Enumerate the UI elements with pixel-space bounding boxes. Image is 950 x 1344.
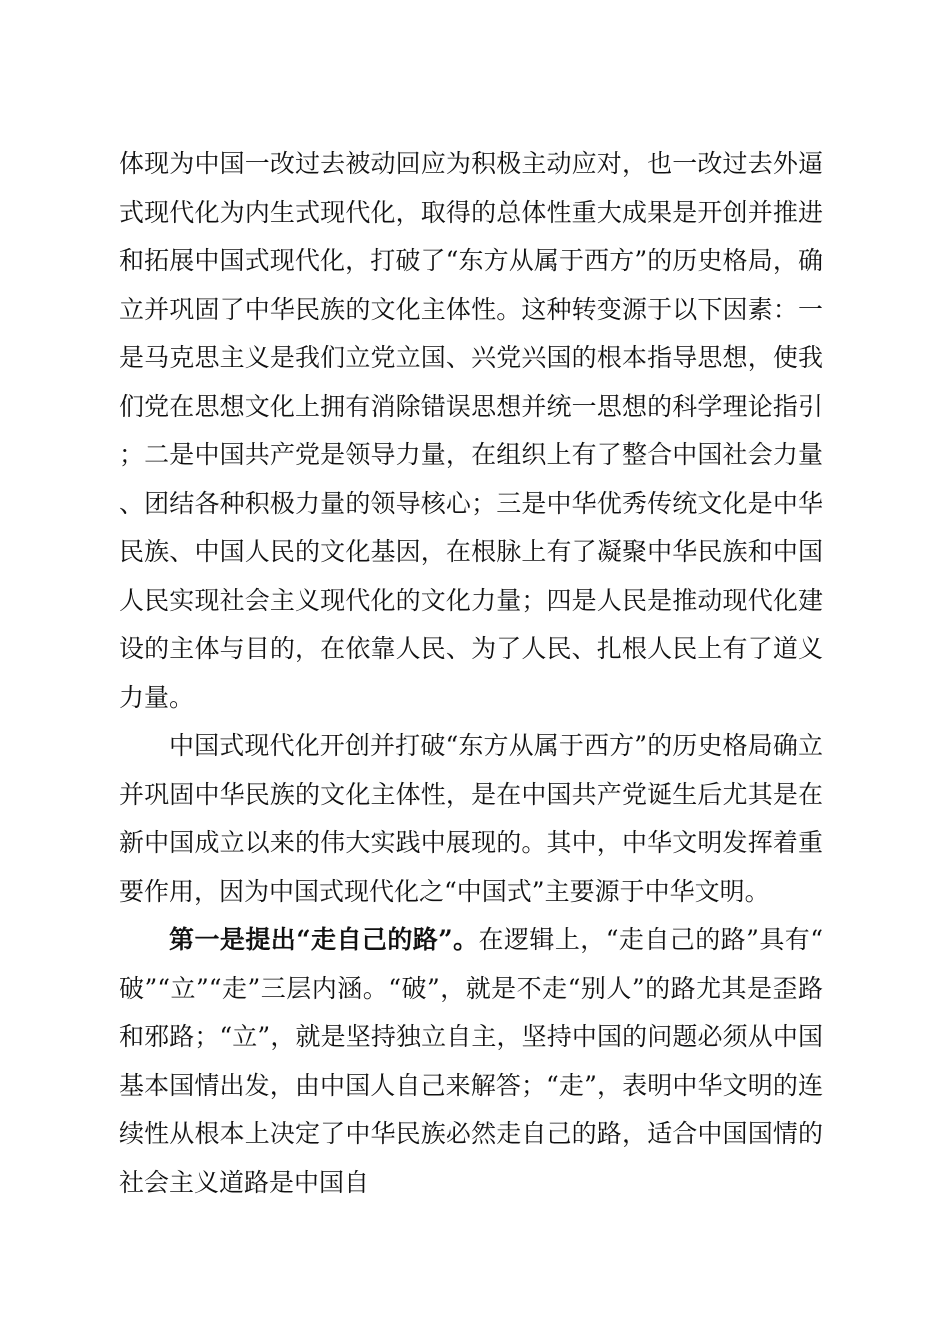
paragraph-3-lead: 第一是提出“走自己的路”。	[169, 925, 479, 954]
paragraph-2-text: 中国式现代化开创并打破“东方从属于西方”的历史格局确立并巩固中华民族的文化主体性，是在中国共产党诞生后尤其是在新中国成立以来的伟大实践中展现的。其中，中华文明发挥着重要作用，因为中国式现代化之“中国式”主要源于中华文明。	[119, 731, 823, 906]
paragraph-1-text: 体现为中国一改过去被动回应为积极主动应对，也一改过去外逼式现代化为内生式现代化，取得的总体性重大成果是开创并推进和拓展中国式现代化，打破了“东方从属于西方”的历史格局，确立并巩固了中华民族的文化主体性。这种转变源于以下因素：一是马克思主义是我们立党立国、兴党兴国的根本指导思想，使我们党在思想文化上拥有消除错误思想并统一思想的科学理论指引；二是中国共产党是领导力量，在组织上有了整合中国社会力量、团结各种积极力量的领导核心；三是中华优秀传统文化是中华民族、中国人民的文化基因，在根脉上有了凝聚中华民族和中国人民实现社会主义现代化的文化力量；四是人民是推动现代化建设的主体与目的，在依靠人民、为了人民、扎根人民上有了道义力量。	[119, 149, 823, 712]
paragraph-2	[119, 722, 823, 916]
paragraph-1	[119, 140, 823, 722]
body-text	[119, 140, 823, 1207]
paragraph-3	[119, 916, 823, 1207]
paragraph-3-text: 在逻辑上，“走自己的路”具有“破”“立”“走”三层内涵。“破”，就是不走“别人”的路尤其是歪路和邪路；“立”，就是坚持独立自主，坚持中国的问题必须从中国基本国情出发，由中国人自己来解答；“走”，表明中华文明的连续性从根本上决定了中华民族必然走自己的路，适合中国国情的社会主义道路是中国自	[119, 925, 824, 1197]
